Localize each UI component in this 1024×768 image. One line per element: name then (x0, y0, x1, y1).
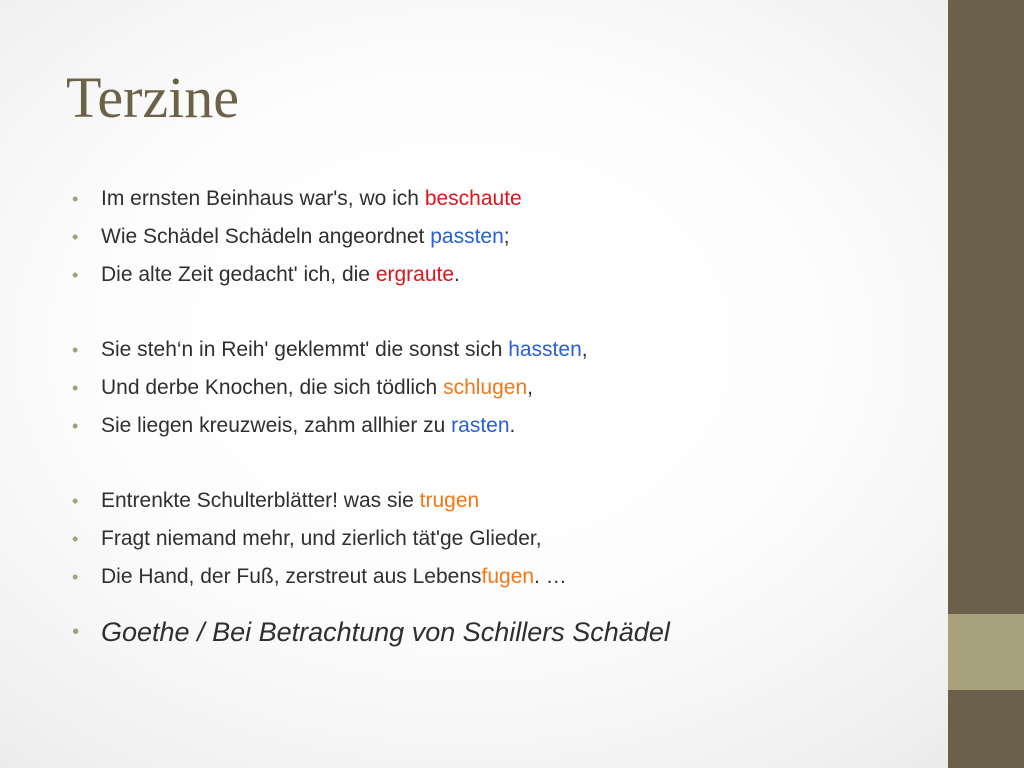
bullet-icon: • (72, 416, 79, 436)
rhyme-word: passten (430, 225, 504, 248)
poem-line (72, 331, 932, 369)
rhyme-word: fugen (481, 565, 535, 588)
poem-line (72, 520, 932, 558)
bullet-icon: • (72, 189, 79, 209)
line-text: Die alte Zeit gedacht' ich, die (101, 263, 376, 286)
line-end: ; (503, 225, 510, 248)
line-end: . (454, 263, 460, 286)
poem-line (72, 558, 932, 596)
bullet-icon: • (72, 621, 80, 643)
rhyme-word: trugen (419, 489, 480, 512)
poem-line (72, 180, 932, 218)
stanza-gap (72, 294, 932, 331)
bullet-icon: • (72, 227, 79, 247)
poem-list (72, 180, 932, 656)
line-text: Sie steh‘n in Reih' geklemmt' die sonst sich (101, 338, 509, 361)
bullet-icon: • (72, 491, 79, 511)
line-end: , (527, 376, 533, 399)
rhyme-word: hassten (508, 338, 582, 361)
stanza-gap (72, 445, 932, 482)
line-text: Die Hand, der Fuß, zerstreut aus Lebens (101, 565, 482, 588)
citation (72, 608, 932, 656)
slide-title: Terzine (66, 65, 240, 130)
line-text: Und derbe Knochen, die sich tödlich (101, 376, 444, 399)
line-end: . (509, 414, 516, 437)
rhyme-word: beschaute (424, 187, 522, 210)
poem-line (72, 407, 932, 445)
poem-line (72, 218, 932, 256)
citation-text: Goethe / Bei Betrachtung von Schillers Schädel (101, 617, 670, 647)
bullet-icon: • (72, 378, 79, 398)
line-text: Entrenkte Schulterblätter! was sie (101, 489, 420, 512)
line-text: Wie Schädel Schädeln angeordnet (101, 225, 431, 248)
rhyme-word: rasten (451, 414, 510, 437)
line-end: , (581, 338, 588, 361)
rhyme-word: ergraute (375, 263, 455, 286)
line-text: Sie liegen kreuzweis, zahm allhier zu (101, 414, 452, 437)
line-text: Fragt niemand mehr, und zierlich tät'ge Glieder, (101, 527, 542, 550)
poem-line (72, 369, 932, 407)
bullet-icon: • (72, 265, 79, 285)
bullet-icon: • (72, 567, 79, 587)
line-end: . … (534, 565, 567, 588)
rhyme-word: schlugen (443, 376, 528, 399)
line-text: Im ernsten Beinhaus war's, wo ich (101, 187, 425, 210)
bullet-icon: • (72, 340, 79, 360)
sidebar-accent-block (948, 614, 1024, 690)
poem-line (72, 256, 932, 294)
bullet-icon: • (72, 529, 79, 549)
poem-line (72, 482, 932, 520)
